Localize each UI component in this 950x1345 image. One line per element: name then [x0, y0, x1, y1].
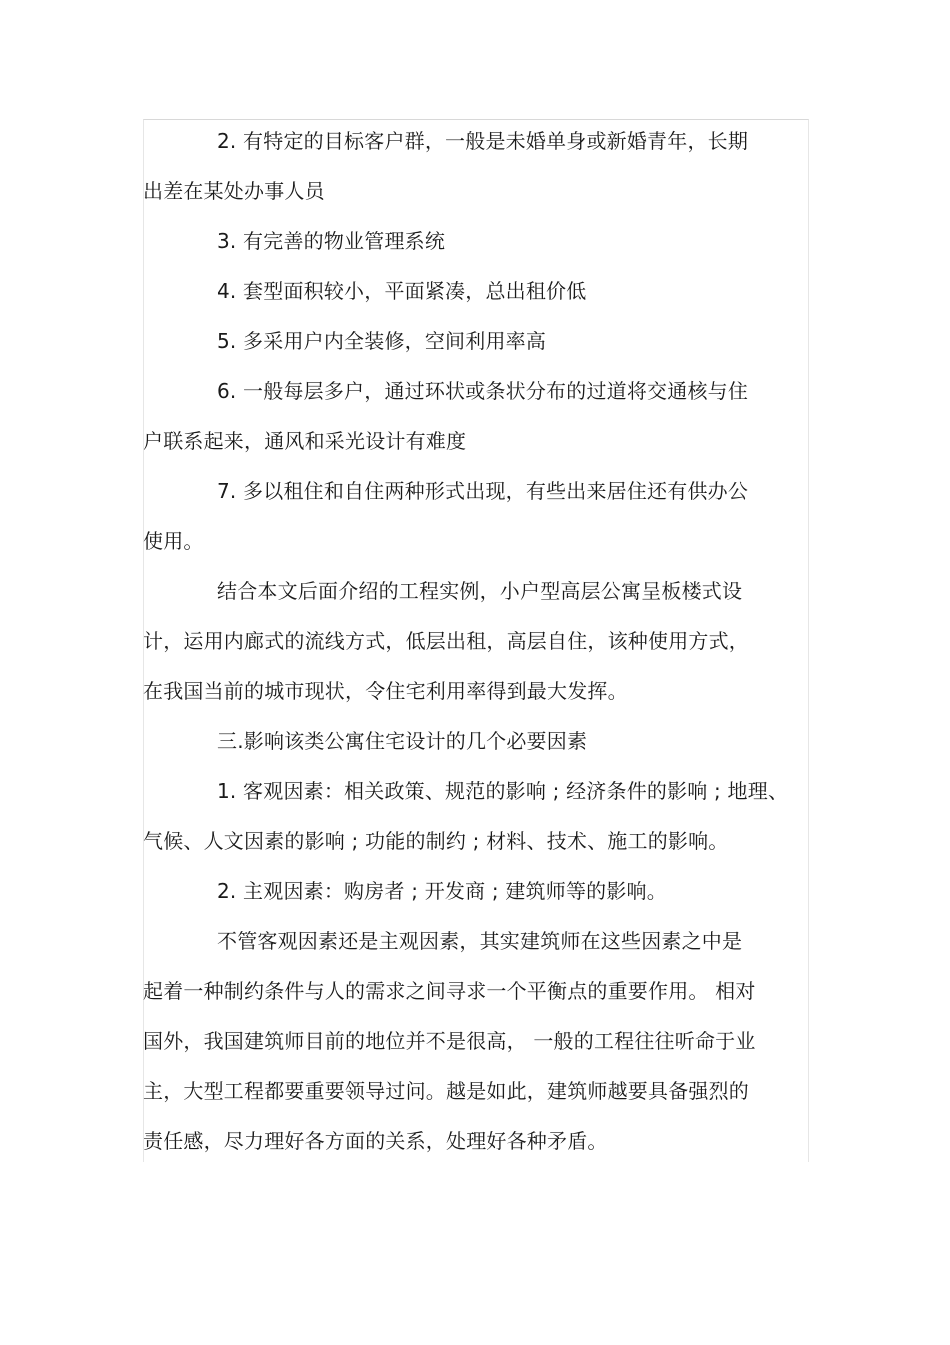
factor-item-2: 2. 主观因素：购房者 ; 开发商 ; 建筑师等的影响。: [217, 879, 667, 903]
paragraph-line: 在我国当前的城市现状，令住宅利用率得到最大发挥。: [143, 679, 628, 703]
factor-item-1-cont: 气候、人文因素的影响 ; 功能的制约 ; 材料、技术、施工的影响。: [143, 829, 729, 853]
list-item-7: 7. 多以租住和自住两种形式出现，有些出来居住还有供办公: [217, 479, 749, 503]
paragraph-line: 国外，我国建筑师目前的地位并不是很高， 一般的工程往往听命于业: [143, 1029, 756, 1053]
list-item-6: 6. 一般每层多户，通过环状或条状分布的过道将交通核与住: [217, 379, 749, 403]
paragraph-line: 计，运用内廊式的流线方式，低层出租，高层自住，该种使用方式，: [143, 629, 749, 653]
list-item-3: 3. 有完善的物业管理系统: [217, 229, 446, 253]
paragraph-line: 结合本文后面介绍的工程实例，小户型高层公寓呈板楼式设: [217, 579, 743, 603]
factor-item-1: 1. 客观因素：相关政策、规范的影响 ; 经济条件的影响 ; 地理、: [217, 779, 789, 803]
list-item-2-cont: 出差在某处办事人员: [143, 179, 325, 203]
paragraph-line: 不管客观因素还是主观因素，其实建筑师在这些因素之中是: [217, 929, 743, 953]
paragraph-line: 主，大型工程都要重要领导过问。越是如此，建筑师越要具备强烈的: [143, 1079, 749, 1103]
list-item-6-cont: 户联系起来，通风和采光设计有难度: [143, 429, 467, 453]
list-item-2: 2. 有特定的目标客户群，一般是未婚单身或新婚青年，长期: [217, 129, 749, 153]
list-item-5: 5. 多采用户内全装修，空间利用率高: [217, 329, 547, 353]
section-heading: 三.影响该类公寓住宅设计的几个必要因素: [217, 729, 588, 753]
list-item-7-cont: 使用。: [143, 529, 204, 553]
paragraph-line: 责任感，尽力理好各方面的关系，处理好各种矛盾。: [143, 1129, 608, 1153]
paragraph-line: 起着一种制约条件与人的需求之间寻求一个平衡点的重要作用。 相对: [143, 979, 756, 1003]
list-item-4: 4. 套型面积较小，平面紧凑，总出租价低: [217, 279, 587, 303]
